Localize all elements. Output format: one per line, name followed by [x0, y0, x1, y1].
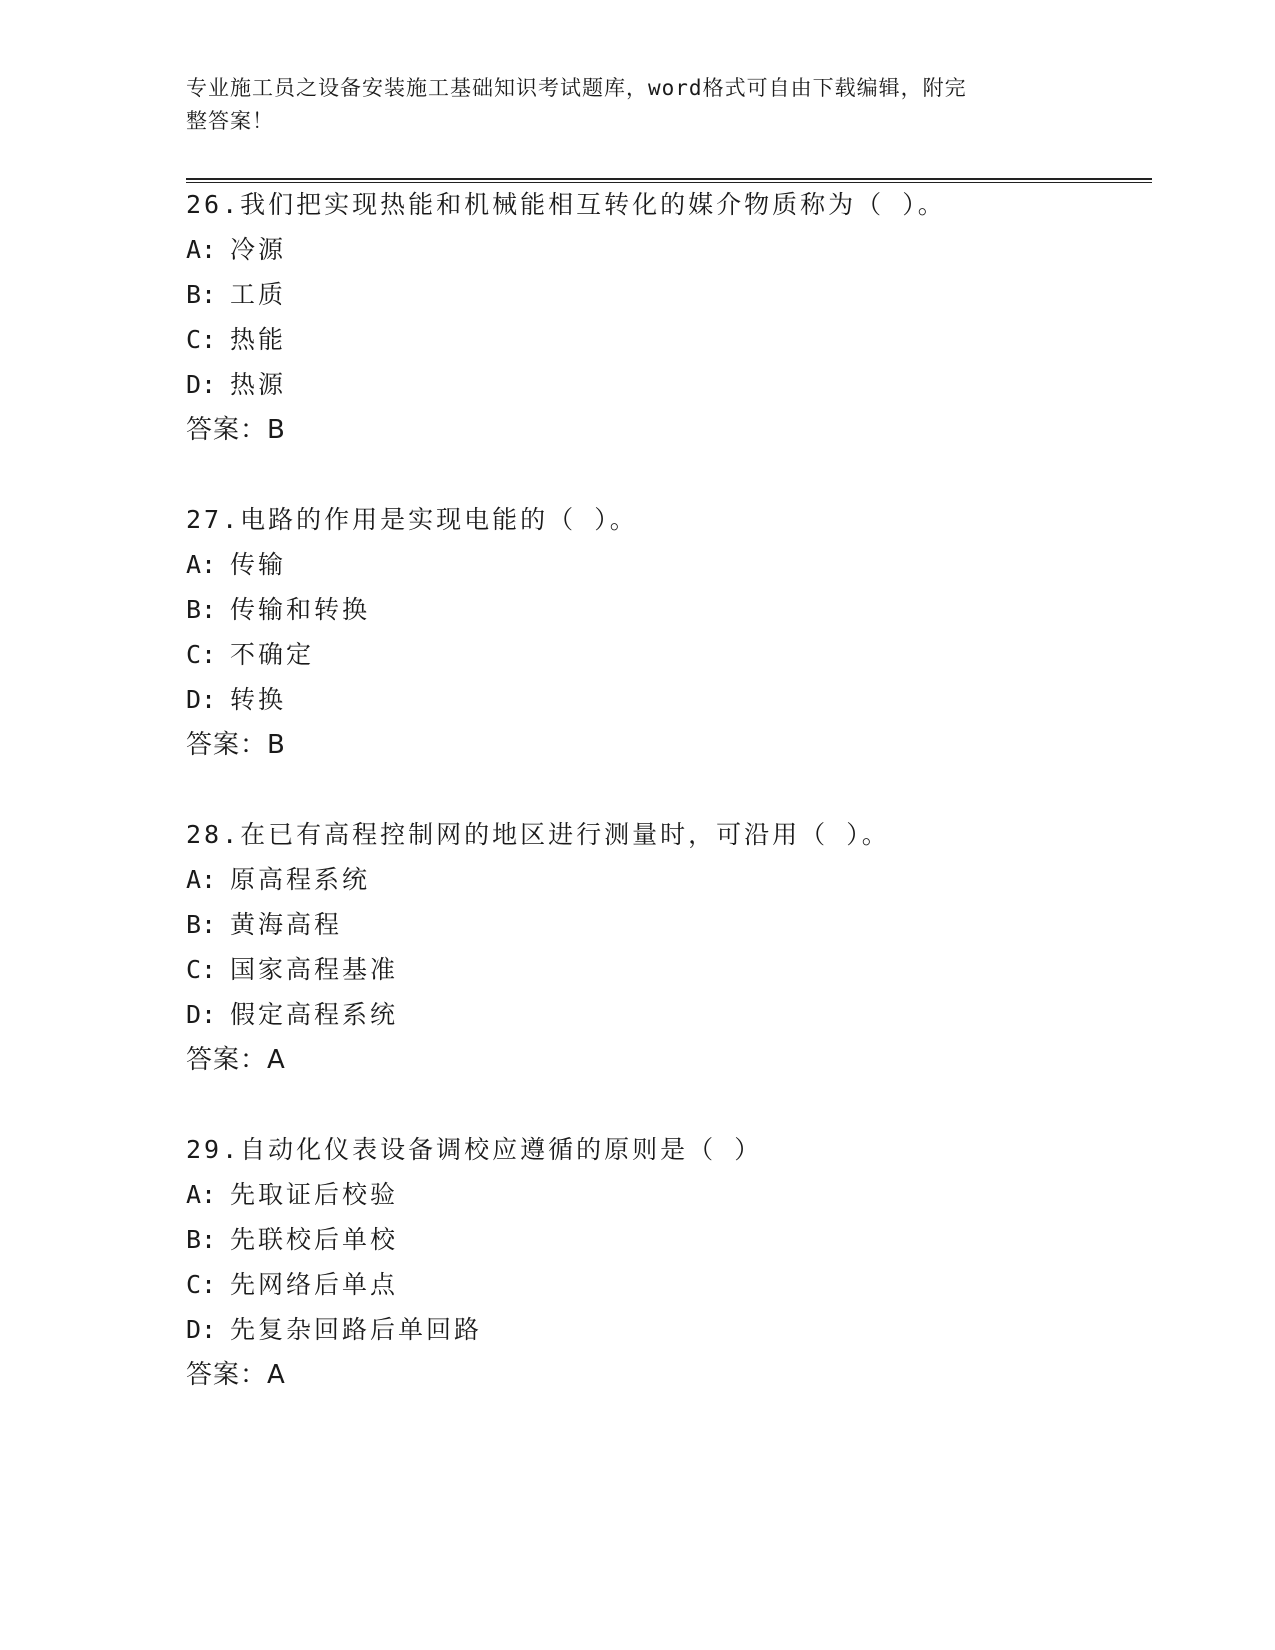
option-text: 传输和转换 [230, 595, 371, 624]
question-title: 27.电路的作用是实现电能的（ ）。 [186, 505, 638, 534]
option-a [186, 864, 1146, 909]
question-27 [186, 504, 1146, 774]
option-text: 工质 [230, 280, 287, 309]
option-text: 国家高程基准 [230, 955, 399, 984]
option-b [186, 1224, 1146, 1269]
option-b [186, 279, 1146, 324]
option-text: 先取证后校验 [230, 1180, 399, 1209]
option-d [186, 684, 1146, 729]
option-label: B: [186, 595, 217, 624]
question-title: 28.在已有高程控制网的地区进行测量时，可沿用（ ）。 [186, 820, 890, 849]
option-label: D: [186, 685, 217, 714]
option-label: B: [186, 280, 217, 309]
option-a [186, 234, 1146, 279]
option-text: 先复杂回路后单回路 [230, 1315, 483, 1344]
option-text: 热源 [230, 370, 287, 399]
option-d [186, 369, 1146, 414]
option-label: C: [186, 955, 217, 984]
option-text: 冷源 [230, 235, 287, 264]
option-label: B: [186, 910, 217, 939]
option-label: C: [186, 1270, 217, 1299]
question-title: 26.我们把实现热能和机械能相互转化的媒介物质称为（ ）。 [186, 190, 946, 219]
header-line-2: 整答案！ [186, 109, 274, 133]
option-label: D: [186, 370, 217, 399]
option-a [186, 549, 1146, 594]
option-b [186, 909, 1146, 954]
question-title: 29.自动化仪表设备调校应遵循的原则是（ ） [186, 1135, 763, 1164]
option-label: C: [186, 325, 217, 354]
option-c [186, 324, 1146, 369]
document-header [186, 72, 1066, 138]
option-text: 不确定 [230, 640, 315, 669]
header-line-1: 专业施工员之设备安装施工基础知识考试题库，word格式可自由下载编辑，附完 [186, 76, 967, 100]
answer: 答案：B [186, 730, 286, 760]
option-c [186, 954, 1146, 999]
question-26 [186, 189, 1146, 459]
option-text: 先网络后单点 [230, 1270, 399, 1299]
option-label: C: [186, 640, 217, 669]
option-text: 热能 [230, 325, 287, 354]
option-label: A: [186, 1180, 217, 1209]
option-text: 先联校后单校 [230, 1225, 399, 1254]
answer: 答案：A [186, 1360, 286, 1390]
option-d [186, 999, 1146, 1044]
question-29 [186, 1134, 1146, 1404]
answer: 答案：B [186, 415, 286, 445]
option-d [186, 1314, 1146, 1359]
option-c [186, 639, 1146, 684]
option-text: 假定高程系统 [230, 1000, 399, 1029]
option-label: D: [186, 1315, 217, 1344]
option-label: B: [186, 1225, 217, 1254]
option-label: D: [186, 1000, 217, 1029]
option-text: 转换 [230, 685, 287, 714]
option-label: A: [186, 235, 217, 264]
option-label: A: [186, 865, 217, 894]
header-divider [186, 178, 1152, 183]
question-28 [186, 819, 1146, 1089]
option-b [186, 594, 1146, 639]
option-text: 原高程系统 [230, 865, 371, 894]
option-c [186, 1269, 1146, 1314]
answer: 答案：A [186, 1045, 286, 1075]
option-text: 黄海高程 [230, 910, 343, 939]
option-label: A: [186, 550, 217, 579]
option-text: 传输 [230, 550, 287, 579]
option-a [186, 1179, 1146, 1224]
